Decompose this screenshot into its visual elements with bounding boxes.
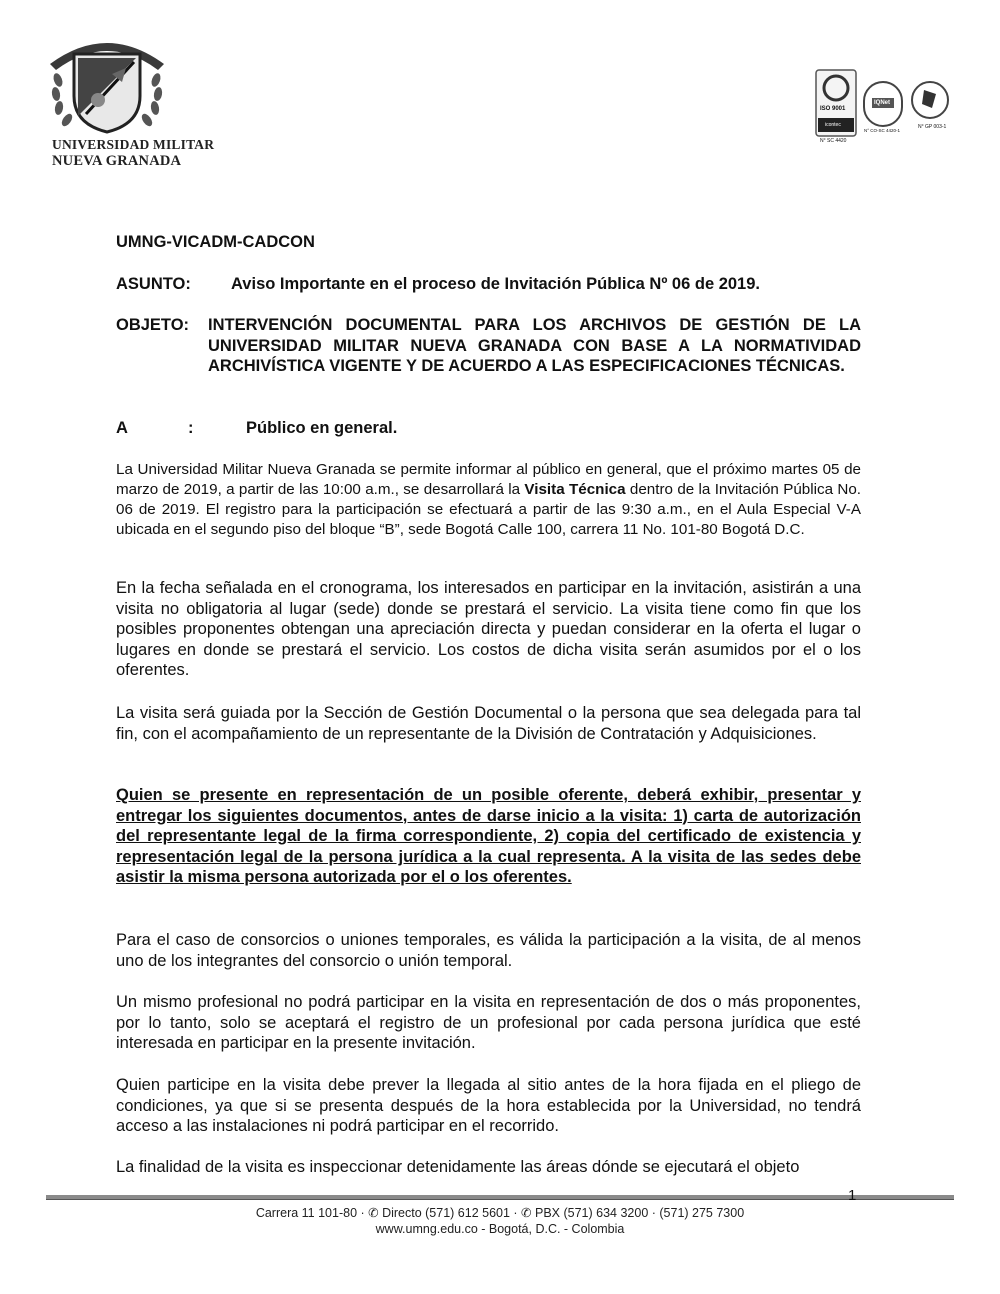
paragraph-visit-purpose: En la fecha señalada en el cronograma, los interesados en participar en la invitación, asistirán a una visita no obligatoria al lugar (sede) donde se prestará el servicio. La visita tiene como fin que los posibles proponentes obtengan una apreciación directa y puedan considerar en la oferta el lugar o lugares en donde se prestará el servicio. Los costos de dicha visita serán asumidos por el o los oferentes. bbox=[116, 579, 861, 680]
paragraph-arrival-time: Quien participe en la visita debe prever la llegada al sitio antes de la hora fijada en el pliego de condiciones, ya que si se presenta después de la hora establecida por la Universidad, no tendrá acceso a las instalaciones ni podrá participar en el recorrido. bbox=[116, 1076, 861, 1136]
footer-divider bbox=[46, 1195, 954, 1200]
paragraph-visit-text-start: La Universidad Militar Nueva Granada se permite informar al público en general, que el próximo martes 05 de marzo de 2019, a partir de las 10:00 a.m., se desarrollará la bbox=[116, 461, 861, 498]
cert-iqnet-label: IQNet bbox=[874, 100, 891, 106]
footer-address-line: Carrera 11 101-80 · ✆ Directo (571) 612 5601 · ✆ PBX (571) 634 3200 · (571) 275 7300 bbox=[255, 1206, 745, 1220]
paragraph-visit-goal: La finalidad de la visita es inspeccionar detenidamente las áreas dónde se ejecutará el objeto bbox=[116, 1158, 800, 1176]
cert-iqnet-code: N° CO-SC 4420-1 bbox=[864, 128, 901, 133]
paragraph-visit-guide: La visita será guiada por la Sección de Gestión Documental o la persona que sea delegada para tal fin, con el acompañamiento de un representante de la División de Contratación y Adquisiciones. bbox=[116, 704, 861, 743]
object-block bbox=[116, 315, 861, 377]
cert-gp-code: N° GP 003-1 bbox=[918, 124, 947, 130]
object-label: OBJETO: bbox=[116, 316, 190, 334]
university-name-line1: UNIVERSIDAD MILITAR bbox=[52, 137, 215, 152]
paragraph-consortia: Para el caso de consorcios o uniones temporales, es válida la participación a la visita, de al menos uno de los integrantes del consorcio o unión temporal. bbox=[116, 931, 861, 970]
cert-iso-code: N° SC 4420 bbox=[820, 138, 847, 144]
subject-label: ASUNTO: bbox=[116, 275, 191, 293]
subject-text: Aviso Importante en el proceso de Invitación Pública Nº 06 de 2019. bbox=[231, 275, 760, 293]
recipient-label: A bbox=[116, 419, 128, 437]
certification-seals bbox=[812, 68, 952, 150]
recipient-colon: : bbox=[188, 419, 194, 437]
footer-contact bbox=[0, 1205, 1000, 1237]
document-reference: UMNG-VICADM-CADCON bbox=[116, 233, 315, 251]
university-name-line2: NUEVA GRANADA bbox=[52, 152, 182, 169]
paragraph-single-professional: Un mismo profesional no podrá participar en la visita en representación de dos o más proponentes, por lo tanto, solo se aceptará el registro de un profesional por cada persona jurídica que esté interesada en participar en la presente invitación. bbox=[116, 993, 861, 1053]
paragraph-visit-bold: Visita Técnica bbox=[524, 481, 626, 498]
paragraph-required-documents: Quien se presente en representación de un posible oferente, deberá exhibir, presentar y entregar los siguientes documentos, antes de darse inicio a la visita: 1) carta de autorización del representante legal de la firma correspondiente, 2) copia del certificado de existencia y representación legal de la persona jurídica a la cual representa. A la visita de las sedes debe asistir la misma persona autorizada por el o los oferentes. bbox=[116, 786, 861, 887]
recipient-line bbox=[116, 419, 397, 438]
university-crest-logo bbox=[42, 24, 172, 136]
cert-icontec-label: icontec bbox=[825, 122, 841, 128]
university-name bbox=[52, 138, 214, 168]
paragraph-visit-text-end: dentro de la Invitación Pública No. 06 de 2019. El registro para la participación se efectuará a partir de las 9:30 a.m., en el Aula Especial V-A ubicada en el segundo piso del bloque “B”, sede Bogotá Calle 100, carrera 11 No. 101-80 Bogotá D.C. bbox=[116, 481, 862, 538]
paragraph-visit-announcement bbox=[116, 460, 861, 540]
subject-line bbox=[116, 275, 760, 294]
footer-website-line: www.umng.edu.co - Bogotá, D.C. - Colombia bbox=[375, 1222, 625, 1236]
recipient-text: Público en general. bbox=[246, 419, 398, 437]
object-text: INTERVENCIÓN DOCUMENTAL PARA LOS ARCHIVOS DE GESTIÓN DE LA UNIVERSIDAD MILITAR NUEVA GRANADA CON BASE A LA NORMATIVIDAD ARCHIVÍSTICA VIGENTE Y DE ACUERDO A LAS ESPECIFICACIONES TÉCNICAS. bbox=[208, 316, 861, 375]
cert-iso-label: ISO 9001 bbox=[820, 106, 846, 112]
page-number: 1 bbox=[848, 1187, 857, 1204]
